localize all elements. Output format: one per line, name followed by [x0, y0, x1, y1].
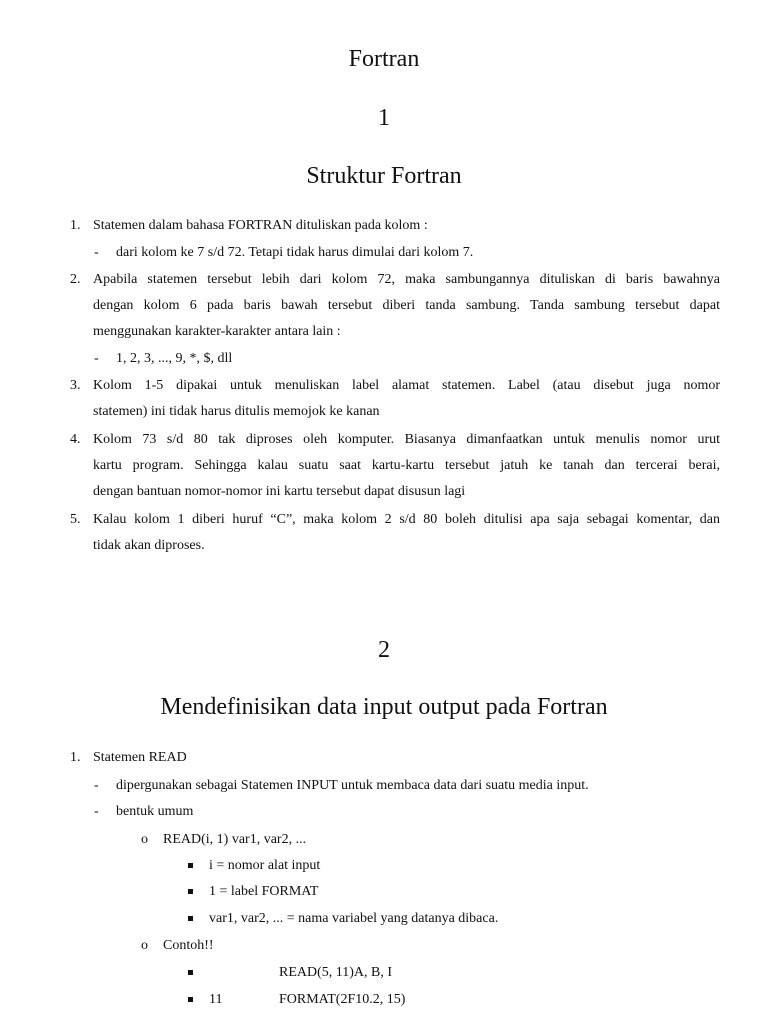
- square-bullet-icon: [188, 916, 193, 921]
- list-item-number: 2.: [70, 272, 81, 287]
- list-item-text: Kolom 73 s/d 80 tak diproses oleh komputer. Biasanya dimanfaatkan untuk menulis nomor urut: [93, 432, 720, 447]
- list-item-text: Statemen dalam bahasa FORTRAN dituliskan pada kolom :: [93, 218, 428, 233]
- sub-item-text: dipergunakan sebagai Statemen INPUT untuk membaca data dari suatu media input.: [116, 778, 589, 793]
- list-item-number: 1.: [70, 218, 81, 233]
- example-code: FORMAT(2F10.2, 15): [279, 992, 406, 1007]
- sub-item-text: bentuk umum: [116, 804, 194, 819]
- definition-text: 1 = label FORMAT: [209, 884, 319, 899]
- list-item-text: Apabila statemen tersebut lebih dari kolom 72, maka sambungannya dituliskan di baris bawahnya: [93, 272, 720, 287]
- section-2-number: 2: [378, 637, 390, 663]
- dash-marker: -: [94, 245, 99, 260]
- example-label: 11: [209, 992, 223, 1007]
- dash-marker: -: [94, 804, 99, 819]
- dash-marker: -: [94, 778, 99, 793]
- dash-marker: -: [94, 351, 99, 366]
- example-heading: Contoh!!: [163, 938, 214, 953]
- list-item-number: 4.: [70, 432, 81, 447]
- list-item-text: dengan kolom 6 pada baris bawah tersebut diberi tanda sambung. Tanda sambung tersebut dapat: [93, 298, 720, 313]
- list-item-number: 3.: [70, 378, 81, 393]
- section-1-number: 1: [378, 105, 390, 131]
- list-item-text: dengan bantuan nomor-nomor ini kartu tersebut dapat disusun lagi: [93, 484, 466, 499]
- sub-item-text: dari kolom ke 7 s/d 72. Tetapi tidak harus dimulai dari kolom 7.: [116, 245, 474, 260]
- document-title: Fortran: [348, 46, 420, 72]
- definition-text: var1, var2, ... = nama variabel yang datanya dibaca.: [209, 911, 499, 926]
- circle-bullet: o: [141, 938, 148, 953]
- circle-bullet: o: [141, 832, 148, 847]
- square-bullet-icon: [188, 889, 193, 894]
- list-item-text: statemen) ini tidak harus ditulis memojok ke kanan: [93, 404, 380, 419]
- section-2-heading: Mendefinisikan data input output pada Fortran: [160, 694, 608, 720]
- list-item-number: 5.: [70, 512, 81, 527]
- sub-item-text: 1, 2, 3, ..., 9, *, $, dll: [116, 351, 233, 366]
- list-item-text: kartu program. Sehingga kalau suatu saat kartu-kartu tersebut jatuh ke tanah dan tercerai berai,: [93, 458, 720, 473]
- example-code: READ(5, 11)A, B, I: [279, 965, 393, 980]
- square-bullet-icon: [188, 997, 193, 1002]
- square-bullet-icon: [188, 970, 193, 975]
- square-bullet-icon: [188, 863, 193, 868]
- list-item-text: menggunakan karakter-karakter antara lain :: [93, 324, 341, 339]
- list-item-number: 1.: [70, 750, 81, 765]
- section-1-heading: Struktur Fortran: [306, 163, 462, 189]
- general-form-text: READ(i, 1) var1, var2, ...: [163, 832, 307, 847]
- list-item-text: Kalau kolom 1 diberi huruf “C”, maka kolom 2 s/d 80 boleh ditulisi apa saja sebagai komentar, dan: [93, 512, 720, 527]
- definition-text: i = nomor alat input: [209, 858, 321, 873]
- list-item-text: Statemen READ: [93, 750, 187, 765]
- list-item-text: tidak akan diproses.: [93, 538, 205, 553]
- list-item-text: Kolom 1-5 dipakai untuk menuliskan label alamat statemen. Label (atau disebut juga nomor: [93, 378, 720, 393]
